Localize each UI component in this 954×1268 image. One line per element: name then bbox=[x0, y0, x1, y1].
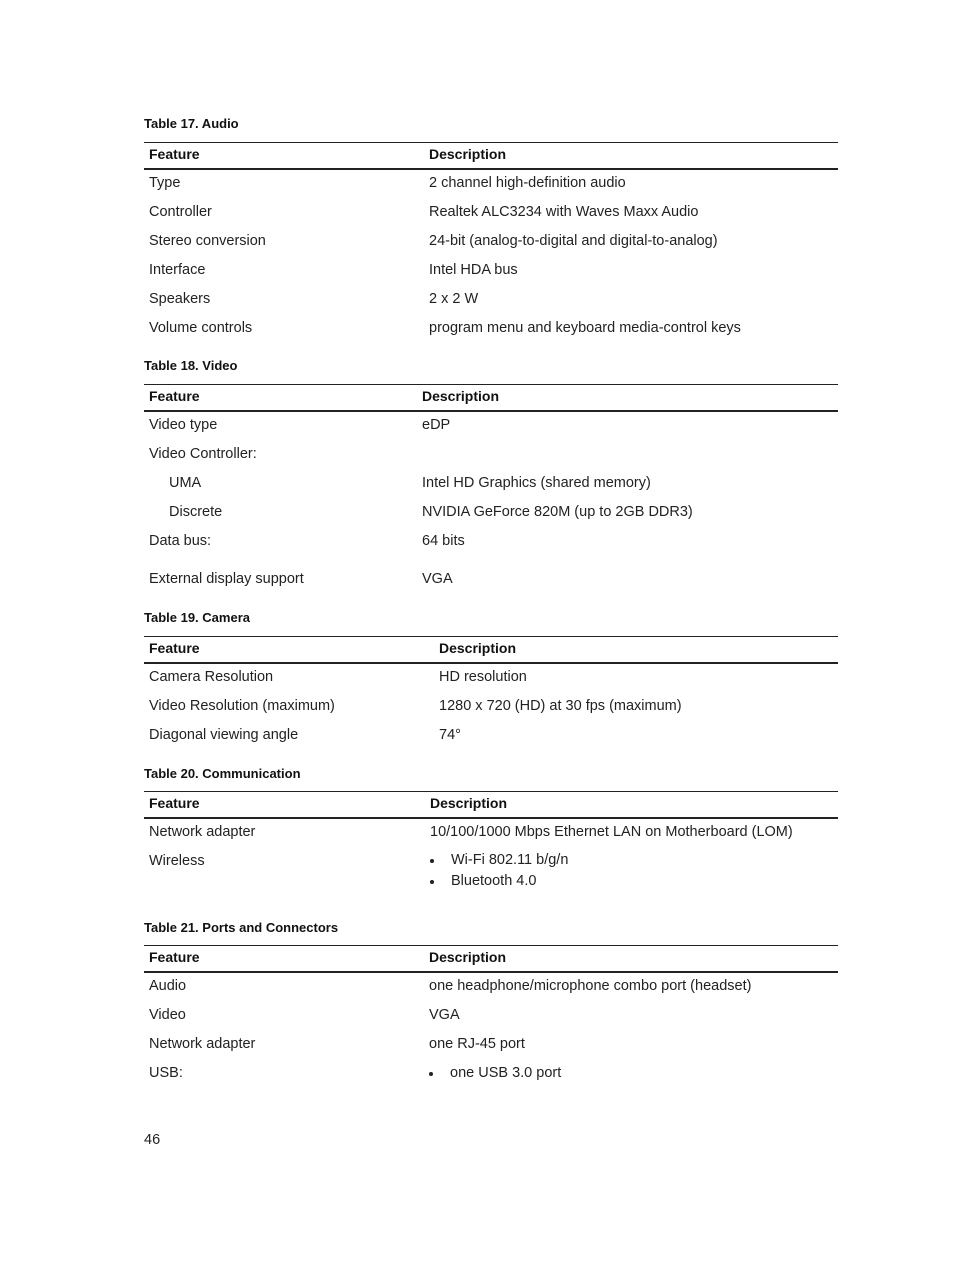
table-caption-camera: Table 19. Camera bbox=[144, 610, 250, 625]
feature-cell: Controller bbox=[149, 204, 212, 220]
feature-cell: Network adapter bbox=[149, 824, 256, 840]
table-row bbox=[144, 170, 838, 199]
feature-cell: Stereo conversion bbox=[149, 233, 266, 249]
table-row bbox=[144, 412, 838, 441]
feature-cell: Video Controller: bbox=[149, 446, 257, 462]
feature-cell: Discrete bbox=[169, 504, 223, 520]
table-row bbox=[144, 1002, 838, 1031]
list-item: Bluetooth 4.0 bbox=[428, 871, 568, 892]
table-row bbox=[144, 499, 838, 528]
camera-table bbox=[144, 636, 838, 751]
header-feature: Feature bbox=[149, 795, 200, 811]
description-cell: eDP bbox=[422, 417, 451, 433]
table-row bbox=[144, 315, 838, 344]
table-row bbox=[144, 470, 838, 499]
feature-cell: Volume controls bbox=[149, 320, 253, 336]
description-cell: VGA bbox=[422, 571, 453, 587]
table-row bbox=[144, 257, 838, 286]
feature-cell: Data bus: bbox=[149, 533, 212, 549]
table-header bbox=[144, 792, 838, 819]
description-cell: 74° bbox=[439, 727, 461, 743]
description-cell: Intel HDA bus bbox=[429, 262, 518, 278]
table-header bbox=[144, 946, 838, 973]
feature-cell: Speakers bbox=[149, 291, 211, 307]
table-row bbox=[144, 1060, 838, 1089]
header-feature: Feature bbox=[149, 146, 200, 162]
header-description: Description bbox=[422, 388, 500, 404]
feature-cell: External display support bbox=[149, 571, 304, 587]
wireless-list bbox=[428, 850, 568, 892]
header-description: Description bbox=[429, 949, 507, 965]
table-row bbox=[144, 848, 838, 904]
table-header bbox=[144, 637, 838, 664]
table-row bbox=[144, 566, 838, 595]
table-row bbox=[144, 973, 838, 1002]
communication-table bbox=[144, 791, 838, 904]
feature-cell: UMA bbox=[169, 475, 202, 491]
usb-list bbox=[427, 1063, 561, 1084]
table-row bbox=[144, 199, 838, 228]
table-row bbox=[144, 664, 838, 693]
feature-cell: Diagonal viewing angle bbox=[149, 727, 299, 743]
description-cell: one headphone/microphone combo port (headset) bbox=[429, 978, 752, 994]
list-item: Wi-Fi 802.11 b/g/n bbox=[428, 850, 568, 871]
table-row bbox=[144, 1031, 838, 1060]
table-caption-communication: Table 20. Communication bbox=[144, 766, 301, 781]
feature-cell: Type bbox=[149, 175, 181, 191]
header-feature: Feature bbox=[149, 388, 200, 404]
table-caption-video: Table 18. Video bbox=[144, 358, 238, 373]
feature-cell: Video bbox=[149, 1007, 186, 1023]
description-cell: 2 channel high-definition audio bbox=[429, 175, 626, 191]
header-feature: Feature bbox=[149, 640, 200, 656]
description-cell: 2 x 2 W bbox=[429, 291, 479, 307]
description-cell: 24-bit (analog-to-digital and digital-to-analog) bbox=[429, 233, 718, 249]
feature-cell: Wireless bbox=[149, 853, 205, 869]
table-row bbox=[144, 819, 838, 848]
ports-table bbox=[144, 945, 838, 1089]
description-cell: Realtek ALC3234 with Waves Maxx Audio bbox=[429, 204, 699, 220]
feature-cell: Camera Resolution bbox=[149, 669, 274, 685]
header-description: Description bbox=[430, 795, 508, 811]
description-cell: one RJ-45 port bbox=[429, 1036, 525, 1052]
table-caption-ports: Table 21. Ports and Connectors bbox=[144, 920, 339, 935]
table-caption-audio: Table 17. Audio bbox=[144, 116, 239, 131]
feature-cell: Audio bbox=[149, 978, 187, 994]
audio-table bbox=[144, 142, 838, 344]
table-row bbox=[144, 693, 838, 722]
description-cell: 64 bits bbox=[422, 533, 465, 549]
description-cell: VGA bbox=[429, 1007, 460, 1023]
list-item: one USB 3.0 port bbox=[427, 1063, 561, 1084]
table-row bbox=[144, 722, 838, 751]
video-table bbox=[144, 384, 838, 595]
table-row bbox=[144, 286, 838, 315]
feature-cell: Video Resolution (maximum) bbox=[149, 698, 335, 714]
table-row bbox=[144, 441, 838, 470]
feature-cell: Network adapter bbox=[149, 1036, 256, 1052]
feature-cell: Interface bbox=[149, 262, 206, 278]
header-feature: Feature bbox=[149, 949, 200, 965]
description-cell: HD resolution bbox=[439, 669, 527, 685]
feature-cell: USB: bbox=[149, 1065, 183, 1081]
table-header bbox=[144, 143, 838, 170]
description-cell: program menu and keyboard media-control keys bbox=[429, 320, 741, 336]
description-cell: 1280 x 720 (HD) at 30 fps (maximum) bbox=[439, 698, 682, 714]
description-cell: Intel HD Graphics (shared memory) bbox=[422, 475, 651, 491]
table-header bbox=[144, 385, 838, 412]
header-description: Description bbox=[429, 146, 507, 162]
page-number: 46 bbox=[144, 1132, 161, 1148]
description-cell: 10/100/1000 Mbps Ethernet LAN on Motherboard (LOM) bbox=[430, 824, 793, 840]
table-row bbox=[144, 228, 838, 257]
header-description: Description bbox=[439, 640, 517, 656]
description-cell: NVIDIA GeForce 820M (up to 2GB DDR3) bbox=[422, 504, 693, 520]
table-row bbox=[144, 528, 838, 566]
feature-cell: Video type bbox=[149, 417, 218, 433]
